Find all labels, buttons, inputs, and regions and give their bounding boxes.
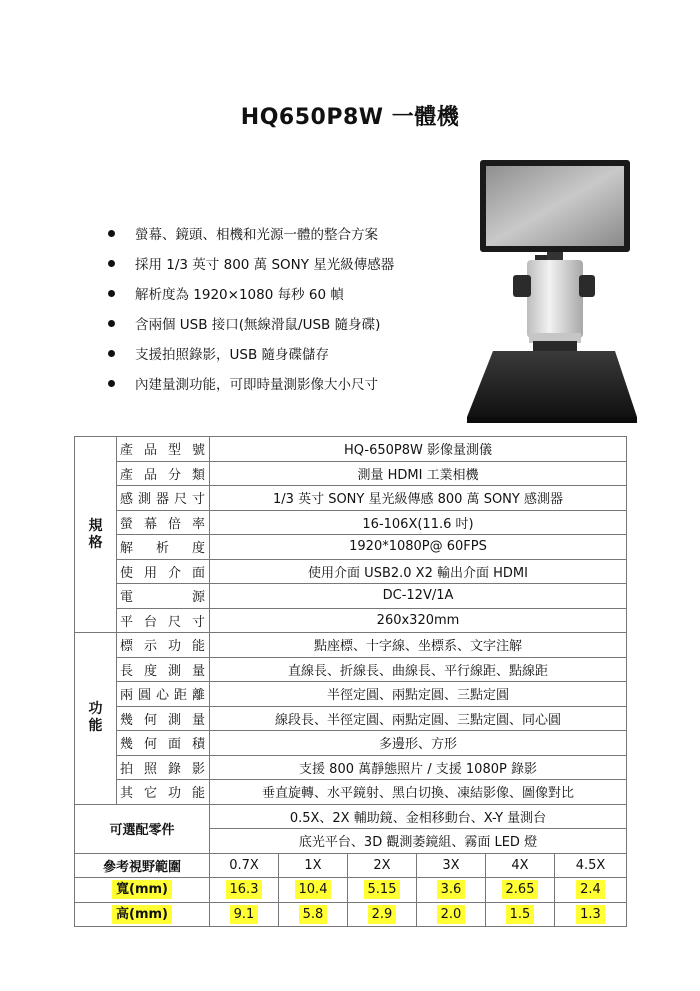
row-value: 使用介面 USB2.0 X2 輸出介面 HDMI <box>210 559 627 584</box>
table-row <box>75 804 627 829</box>
function-group-label: 功能 <box>75 633 117 805</box>
fov-cell <box>417 902 486 927</box>
microscope-monitor-icon <box>455 155 655 430</box>
feature-text: 採用 1/3 英寸 800 萬 SONY 星光級傳感器 <box>135 257 395 273</box>
table-row <box>75 682 627 707</box>
table-row <box>75 559 627 584</box>
row-label: 幾何面積 <box>117 731 210 756</box>
fov-value: 9.1 <box>230 905 259 924</box>
optional-parts-label: 可選配零件 <box>75 804 210 853</box>
row-label: 兩圓心距離 <box>117 682 210 707</box>
row-value: DC-12V/1A <box>210 584 627 609</box>
fov-header: 參考視野範圍 <box>75 853 210 878</box>
row-label: 其它功能 <box>117 780 210 805</box>
row-value: 點座標、十字線、坐標系、文字注解 <box>210 633 627 658</box>
fov-magnification: 1X <box>279 853 348 878</box>
row-value: 半徑定圓、兩點定圓、三點定圓 <box>210 682 627 707</box>
table-row <box>75 780 627 805</box>
row-label: 螢幕倍率 <box>117 510 210 535</box>
row-label: 平台尺寸 <box>117 608 210 633</box>
feature-item <box>108 308 468 338</box>
fov-label-text: 高(mm) <box>112 905 172 924</box>
row-label: 拍照錄影 <box>117 755 210 780</box>
row-value: 16-106X(11.6 吋) <box>210 510 627 535</box>
table-row <box>75 706 627 731</box>
table-row <box>75 437 627 462</box>
optional-parts-line: 0.5X、2X 輔助鏡、金相移動台、X-Y 量測台 <box>210 804 627 829</box>
fov-cell <box>417 878 486 903</box>
feature-item <box>108 278 468 308</box>
table-row <box>75 657 627 682</box>
table-row <box>75 461 627 486</box>
row-label: 產品分類 <box>117 461 210 486</box>
feature-text: 解析度為 1920×1080 每秒 60 幀 <box>135 287 344 303</box>
fov-value: 2.0 <box>437 905 466 924</box>
table-row <box>75 902 627 927</box>
table-row <box>75 755 627 780</box>
feature-list <box>108 218 468 398</box>
row-value: 1/3 英寸 SONY 星光級傳感 800 萬 SONY 感測器 <box>210 486 627 511</box>
feature-item <box>108 248 468 278</box>
row-value: 多邊形、方形 <box>210 731 627 756</box>
fov-magnification: 4X <box>486 853 555 878</box>
row-label: 電源 <box>117 584 210 609</box>
row-label: 長度測量 <box>117 657 210 682</box>
row-label: 標示功能 <box>117 633 210 658</box>
feature-text: 螢幕、鏡頭、相機和光源一體的整合方案 <box>135 227 378 243</box>
page-title: HQ650P8W 一體機 <box>240 105 460 130</box>
fov-value: 1.3 <box>576 905 605 924</box>
bullet-icon <box>108 230 115 237</box>
fov-value: 10.4 <box>295 880 332 899</box>
row-label: 幾何測量 <box>117 706 210 731</box>
table-row <box>75 535 627 560</box>
row-value: 支援 800 萬靜態照片 / 支援 1080P 錄影 <box>210 755 627 780</box>
fov-cell <box>555 878 627 903</box>
spec-table <box>74 436 627 927</box>
table-row <box>75 608 627 633</box>
bullet-icon <box>108 290 115 297</box>
fov-width-label <box>75 878 210 903</box>
fov-value: 3.6 <box>437 880 466 899</box>
row-value: 測量 HDMI 工業相機 <box>210 461 627 486</box>
table-row <box>75 486 627 511</box>
feature-item <box>108 368 468 398</box>
row-label: 解析度 <box>117 535 210 560</box>
fov-label-text: 寬(mm) <box>112 880 172 899</box>
table-row <box>75 731 627 756</box>
fov-cell <box>486 902 555 927</box>
fov-value: 5.8 <box>299 905 328 924</box>
fov-magnification: 0.7X <box>210 853 279 878</box>
row-label: 使用介面 <box>117 559 210 584</box>
bullet-icon <box>108 320 115 327</box>
table-row <box>75 633 627 658</box>
fov-value: 1.5 <box>506 905 535 924</box>
table-row <box>75 584 627 609</box>
fov-value: 5.15 <box>364 880 401 899</box>
row-label: 感測器尺寸 <box>117 486 210 511</box>
optional-parts-line: 底光平台、3D 觀測萎鏡組、霧面 LED 燈 <box>210 829 627 854</box>
row-value: 線段長、半徑定圓、兩點定圓、三點定圓、同心圓 <box>210 706 627 731</box>
table-row <box>75 853 627 878</box>
row-value: 1920*1080P@ 60FPS <box>210 535 627 560</box>
row-value: 垂直旋轉、水平鏡射、黑白切換、凍結影像、圖像對比 <box>210 780 627 805</box>
spec-group-label: 規格 <box>75 437 117 633</box>
bullet-icon <box>108 260 115 267</box>
row-value: 直線長、折線長、曲線長、平行線距、點線距 <box>210 657 627 682</box>
fov-magnification: 3X <box>417 853 486 878</box>
fov-magnification: 4.5X <box>555 853 627 878</box>
fov-value: 2.9 <box>368 905 397 924</box>
fov-cell <box>279 878 348 903</box>
feature-text: 含兩個 USB 接口(無線滑鼠/USB 隨身碟) <box>135 317 381 333</box>
fov-magnification: 2X <box>348 853 417 878</box>
fov-height-label <box>75 902 210 927</box>
table-row <box>75 878 627 903</box>
row-label: 產品型號 <box>117 437 210 462</box>
bullet-icon <box>108 350 115 357</box>
fov-cell <box>210 878 279 903</box>
row-value: HQ-650P8W 影像量測儀 <box>210 437 627 462</box>
fov-cell <box>555 902 627 927</box>
fov-value: 16.3 <box>226 880 263 899</box>
fov-cell <box>348 902 417 927</box>
fov-cell <box>279 902 348 927</box>
fov-value: 2.4 <box>576 880 605 899</box>
row-value: 260x320mm <box>210 608 627 633</box>
bullet-icon <box>108 380 115 387</box>
fov-value: 2.65 <box>502 880 539 899</box>
feature-item <box>108 338 468 368</box>
fov-cell <box>486 878 555 903</box>
table-row <box>75 510 627 535</box>
feature-text: 內建量測功能，可即時量測影像大小尺寸 <box>135 377 378 393</box>
feature-text: 支援拍照錄影，USB 隨身碟儲存 <box>135 347 330 363</box>
fov-cell <box>210 902 279 927</box>
feature-item <box>108 218 468 248</box>
fov-cell <box>348 878 417 903</box>
